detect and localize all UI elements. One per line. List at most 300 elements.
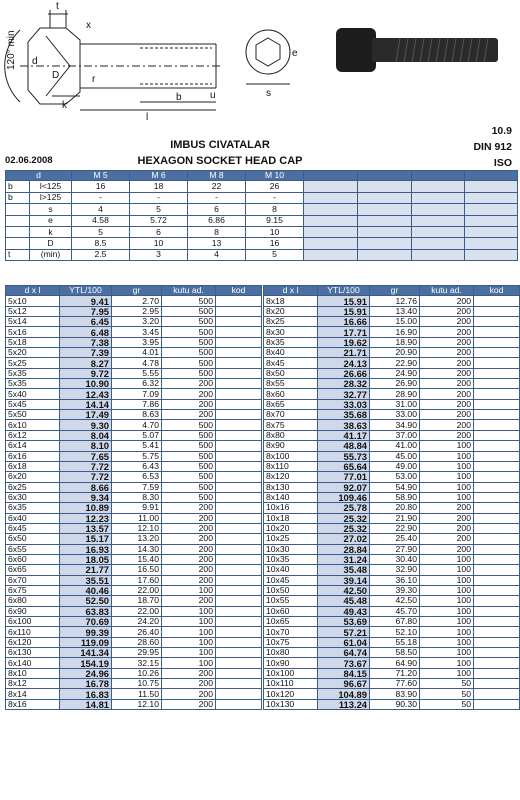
- label-k: k: [62, 100, 67, 111]
- empty-cell: [358, 249, 412, 260]
- price-cell: 24.96: [60, 668, 112, 678]
- code-cell: [216, 358, 262, 368]
- price-cell: 52.50: [60, 596, 112, 606]
- size-cell: 10x45: [264, 575, 318, 585]
- dimension-value: 22: [188, 181, 246, 192]
- price-cell: 7.38: [60, 337, 112, 347]
- price-cell: 15.17: [60, 534, 112, 544]
- price-cell: 39.14: [318, 575, 370, 585]
- size-cell: 10x70: [264, 627, 318, 637]
- size-cell: 10x18: [264, 513, 318, 523]
- size-cell: 8x12: [6, 679, 60, 689]
- price-row: [6, 565, 262, 575]
- price-cell: 12.23: [60, 513, 112, 523]
- size-cell: 8x18: [264, 296, 318, 306]
- price-row: [264, 306, 520, 316]
- box-qty-cell: 100: [420, 565, 474, 575]
- box-qty-cell: 100: [420, 575, 474, 585]
- price-row: [264, 668, 520, 678]
- price-list-right: [263, 285, 520, 710]
- dimension-value: 4: [188, 249, 246, 260]
- box-qty-cell: 200: [162, 668, 216, 678]
- box-qty-cell: 100: [420, 596, 474, 606]
- price-cell: 35.51: [60, 575, 112, 585]
- box-qty-cell: 500: [162, 430, 216, 440]
- box-qty-cell: 200: [420, 513, 474, 523]
- price-cell: 48.84: [318, 441, 370, 451]
- box-qty-cell: 100: [162, 637, 216, 647]
- empty-cell: [358, 238, 412, 249]
- box-qty-cell: 100: [420, 627, 474, 637]
- dimension-value: -: [188, 192, 246, 203]
- size-cell: 5x10: [6, 296, 60, 306]
- end-view-circle: [246, 30, 290, 74]
- price-row: [6, 679, 262, 689]
- dimension-value: 9.15: [246, 215, 304, 226]
- weight-cell: 12.10: [112, 699, 162, 709]
- price-row: [6, 337, 262, 347]
- price-row: [6, 430, 262, 440]
- box-qty-cell: 500: [162, 306, 216, 316]
- price-cell: 113.24: [318, 699, 370, 709]
- code-cell: [216, 451, 262, 461]
- code-cell: [216, 492, 262, 502]
- box-qty-cell: 50: [420, 679, 474, 689]
- size-cell: 6x16: [6, 451, 60, 461]
- size-cell: 5x16: [6, 327, 60, 337]
- weight-cell: 6.43: [112, 461, 162, 471]
- box-qty-cell: 500: [162, 317, 216, 327]
- price-row: [264, 554, 520, 564]
- box-qty-cell: 200: [162, 689, 216, 699]
- dimension-value: 5.72: [130, 215, 188, 226]
- price-row: [264, 348, 520, 358]
- price-row: [264, 699, 520, 709]
- size-cell: 6x70: [6, 575, 60, 585]
- code-cell: [474, 379, 520, 389]
- price-row: [6, 410, 262, 420]
- code-cell: [474, 410, 520, 420]
- box-qty-cell: 200: [162, 513, 216, 523]
- size-cell: 8x65: [264, 399, 318, 409]
- box-qty-cell: 200: [162, 503, 216, 513]
- price-cell: 63.83: [60, 606, 112, 616]
- code-cell: [216, 337, 262, 347]
- dimension-row: [6, 204, 518, 215]
- size-cell: 8x20: [264, 306, 318, 316]
- size-cell: 6x35: [6, 503, 60, 513]
- box-qty-cell: 200: [162, 389, 216, 399]
- size-cell: 6x45: [6, 523, 60, 533]
- weight-cell: 7.59: [112, 482, 162, 492]
- price-row: [264, 358, 520, 368]
- size-cell: 10x90: [264, 658, 318, 668]
- price-row: [264, 327, 520, 337]
- dimension-value: 8.5: [72, 238, 130, 249]
- box-qty-cell: 500: [162, 358, 216, 368]
- price-cell: 109.46: [318, 492, 370, 502]
- price-cell: 38.63: [318, 420, 370, 430]
- size-cell: 8x14: [6, 689, 60, 699]
- box-qty-cell: 200: [162, 523, 216, 533]
- code-cell: [216, 503, 262, 513]
- code-cell: [216, 679, 262, 689]
- price-row: [264, 461, 520, 471]
- price-cell: 104.89: [318, 689, 370, 699]
- size-cell: 5x40: [6, 389, 60, 399]
- price-cell: 16.66: [318, 317, 370, 327]
- weight-cell: 77.60: [370, 679, 420, 689]
- weight-cell: 2.70: [112, 296, 162, 306]
- label-s: s: [266, 88, 271, 99]
- weight-cell: 45.70: [370, 606, 420, 616]
- dimension-value: 6: [188, 204, 246, 215]
- dimension-value: 2.5: [72, 249, 130, 260]
- box-qty-cell: 100: [162, 658, 216, 668]
- price-cell: 7.72: [60, 461, 112, 471]
- weight-cell: 5.75: [112, 451, 162, 461]
- dimension-col-m6: M 6: [130, 171, 188, 181]
- size-cell: 8x35: [264, 337, 318, 347]
- weight-cell: 12.10: [112, 523, 162, 533]
- price-cell: 55.73: [318, 451, 370, 461]
- price-row: [6, 358, 262, 368]
- size-cell: 8x60: [264, 389, 318, 399]
- box-qty-cell: 500: [162, 420, 216, 430]
- weight-cell: 45.00: [370, 451, 420, 461]
- dimension-sub: k: [30, 226, 72, 237]
- size-cell: 10x30: [264, 544, 318, 554]
- weight-cell: 13.40: [370, 306, 420, 316]
- weight-cell: 34.90: [370, 420, 420, 430]
- box-qty-cell: 200: [162, 699, 216, 709]
- code-cell: [474, 368, 520, 378]
- price-cell: 9.30: [60, 420, 112, 430]
- box-qty-cell: 200: [162, 410, 216, 420]
- dimension-label: [6, 238, 30, 249]
- price-cell: 8.66: [60, 482, 112, 492]
- code-cell: [216, 627, 262, 637]
- price-row: [6, 637, 262, 647]
- dimension-row: [6, 238, 518, 249]
- box-qty-cell: 200: [420, 420, 474, 430]
- price-row: [6, 534, 262, 544]
- box-qty-cell: 500: [162, 337, 216, 347]
- dimension-value: 8: [246, 204, 304, 215]
- price-cell: 8.04: [60, 430, 112, 440]
- price-cell: 18.05: [60, 554, 112, 564]
- price-cell: 17.49: [60, 410, 112, 420]
- weight-cell: 3.45: [112, 327, 162, 337]
- dimension-sub: D: [30, 238, 72, 249]
- price-cell: 65.64: [318, 461, 370, 471]
- box-qty-cell: 100: [420, 658, 474, 668]
- price-row: [6, 627, 262, 637]
- code-cell: [216, 668, 262, 678]
- box-qty-cell: 200: [420, 389, 474, 399]
- price-row: [6, 472, 262, 482]
- dimension-row: [6, 192, 518, 203]
- code-cell: [216, 617, 262, 627]
- weight-cell: 24.90: [370, 368, 420, 378]
- empty-cell: [465, 192, 518, 203]
- empty-cell: [304, 226, 358, 237]
- dimension-value: -: [246, 192, 304, 203]
- weight-cell: 28.60: [112, 637, 162, 647]
- price-row: [264, 379, 520, 389]
- code-cell: [474, 317, 520, 327]
- weight-cell: 25.40: [370, 534, 420, 544]
- code-cell: [474, 679, 520, 689]
- weight-cell: 33.00: [370, 410, 420, 420]
- code-cell: [216, 420, 262, 430]
- price-row: [6, 306, 262, 316]
- empty-cell: [465, 181, 518, 192]
- code-cell: [216, 689, 262, 699]
- price-row: [6, 348, 262, 358]
- price-row: [6, 585, 262, 595]
- code-cell: [474, 637, 520, 647]
- weight-cell: 21.90: [370, 513, 420, 523]
- box-qty-cell: 50: [420, 699, 474, 709]
- box-qty-cell: 500: [162, 482, 216, 492]
- code-cell: [474, 627, 520, 637]
- weight-cell: 28.90: [370, 389, 420, 399]
- empty-cell: [465, 204, 518, 215]
- price-cell: 99.39: [60, 627, 112, 637]
- size-cell: 6x14: [6, 441, 60, 451]
- size-cell: 6x75: [6, 585, 60, 595]
- weight-cell: 42.50: [370, 596, 420, 606]
- weight-cell: 12.76: [370, 296, 420, 306]
- dimension-sub: e: [30, 215, 72, 226]
- dimension-label: [6, 204, 30, 215]
- size-cell: 8x100: [264, 451, 318, 461]
- din-standard: DIN 912: [473, 141, 512, 153]
- box-qty-cell: 500: [162, 296, 216, 306]
- angle-label: 120° min: [6, 30, 17, 70]
- dimension-sub: s: [30, 204, 72, 215]
- dimension-value: 18: [130, 181, 188, 192]
- price-row: [264, 420, 520, 430]
- price-cell: 6.45: [60, 317, 112, 327]
- empty-cell: [358, 215, 412, 226]
- title-english: HEXAGON SOCKET HEAD CAP: [137, 155, 303, 167]
- price-list-header-row: [6, 286, 262, 296]
- price-row: [6, 379, 262, 389]
- box-qty-cell: 200: [420, 544, 474, 554]
- weight-cell: 71.20: [370, 668, 420, 678]
- size-cell: 10x20: [264, 523, 318, 533]
- weight-cell: 83.90: [370, 689, 420, 699]
- empty-cell: [304, 238, 358, 249]
- code-cell: [474, 358, 520, 368]
- code-cell: [474, 668, 520, 678]
- empty-cell: [358, 192, 412, 203]
- size-cell: 8x70: [264, 410, 318, 420]
- price-cell: 45.48: [318, 596, 370, 606]
- box-qty-cell: 200: [420, 523, 474, 533]
- weight-cell: 5.55: [112, 368, 162, 378]
- price-cell: 6.48: [60, 327, 112, 337]
- dimension-value: 4.58: [72, 215, 130, 226]
- label-l: l: [146, 112, 149, 122]
- price-row: [6, 461, 262, 471]
- price-cell: 7.39: [60, 348, 112, 358]
- price-row: [264, 503, 520, 513]
- price-row: [264, 606, 520, 616]
- empty-cell: [412, 226, 465, 237]
- code-cell: [474, 348, 520, 358]
- price-row: [6, 596, 262, 606]
- price-row: [6, 420, 262, 430]
- dimension-label: b: [6, 192, 30, 203]
- dimension-value: 5: [130, 204, 188, 215]
- price-cell: 27.02: [318, 534, 370, 544]
- code-cell: [216, 648, 262, 658]
- price-row: [264, 596, 520, 606]
- size-cell: 8x55: [264, 379, 318, 389]
- price-row: [6, 327, 262, 337]
- size-cell: 6x140: [6, 658, 60, 668]
- size-cell: 10x55: [264, 596, 318, 606]
- box-qty-cell: 100: [162, 606, 216, 616]
- weight-cell: 11.00: [112, 513, 162, 523]
- price-cell: 25.32: [318, 523, 370, 533]
- box-qty-cell: 200: [162, 399, 216, 409]
- weight-cell: 6.53: [112, 472, 162, 482]
- price-row: [264, 648, 520, 658]
- dimension-value: 10: [246, 226, 304, 237]
- code-cell: [216, 348, 262, 358]
- weight-cell: 7.86: [112, 399, 162, 409]
- price-cell: 7.95: [60, 306, 112, 316]
- weight-cell: 58.90: [370, 492, 420, 502]
- strength-grade: 10.9: [491, 125, 512, 137]
- price-cell: 92.07: [318, 482, 370, 492]
- code-cell: [474, 699, 520, 709]
- box-qty-cell: 100: [420, 668, 474, 678]
- code-cell: [474, 534, 520, 544]
- price-row: [264, 337, 520, 347]
- label-e: e: [292, 48, 298, 59]
- weight-cell: 15.00: [370, 317, 420, 327]
- price-cell: 17.71: [318, 327, 370, 337]
- price-cell: 26.66: [318, 368, 370, 378]
- code-cell: [474, 648, 520, 658]
- weight-cell: 6.32: [112, 379, 162, 389]
- price-row: [264, 451, 520, 461]
- size-cell: 8x30: [264, 327, 318, 337]
- col-kutu: kutu ad.: [162, 286, 216, 296]
- size-cell: 6x110: [6, 627, 60, 637]
- price-row: [264, 368, 520, 378]
- weight-cell: 16.50: [112, 565, 162, 575]
- weight-cell: 22.00: [112, 606, 162, 616]
- code-cell: [474, 327, 520, 337]
- price-cell: 12.43: [60, 389, 112, 399]
- box-qty-cell: 200: [162, 544, 216, 554]
- box-qty-cell: 100: [420, 461, 474, 471]
- weight-cell: 64.90: [370, 658, 420, 668]
- size-cell: 10x130: [264, 699, 318, 709]
- size-cell: 10x110: [264, 679, 318, 689]
- dimension-value: 6.86: [188, 215, 246, 226]
- bolt-photo: [336, 28, 498, 72]
- dimension-label: [6, 226, 30, 237]
- dimension-col-m8: M 8: [188, 171, 246, 181]
- size-cell: 6x90: [6, 606, 60, 616]
- code-cell: [216, 544, 262, 554]
- box-qty-cell: 200: [420, 379, 474, 389]
- dimension-value: 10: [130, 238, 188, 249]
- price-cell: 14.81: [60, 699, 112, 709]
- empty-cell: [412, 181, 465, 192]
- code-cell: [216, 658, 262, 668]
- weight-cell: 58.50: [370, 648, 420, 658]
- title-turkish: IMBUS CIVATALAR: [170, 139, 270, 151]
- price-cell: 8.27: [60, 358, 112, 368]
- hex-socket: [256, 38, 280, 66]
- code-cell: [216, 637, 262, 647]
- size-cell: 5x45: [6, 399, 60, 409]
- price-row: [6, 658, 262, 668]
- weight-cell: 49.00: [370, 461, 420, 471]
- code-cell: [474, 689, 520, 699]
- code-cell: [474, 503, 520, 513]
- code-cell: [216, 482, 262, 492]
- price-cell: 21.77: [60, 565, 112, 575]
- size-cell: 5x12: [6, 306, 60, 316]
- code-cell: [474, 606, 520, 616]
- box-qty-cell: 200: [162, 596, 216, 606]
- weight-cell: 37.00: [370, 430, 420, 440]
- price-cell: 32.77: [318, 389, 370, 399]
- price-list-left: [5, 285, 262, 710]
- weight-cell: 2.95: [112, 306, 162, 316]
- price-list-header-row: [264, 286, 520, 296]
- size-cell: 10x75: [264, 637, 318, 647]
- box-qty-cell: 200: [420, 306, 474, 316]
- code-cell: [216, 575, 262, 585]
- size-cell: 8x75: [264, 420, 318, 430]
- dimension-value: 26: [246, 181, 304, 192]
- price-cell: 14.14: [60, 399, 112, 409]
- weight-cell: 32.15: [112, 658, 162, 668]
- bolt-technical-drawing: [0, 0, 520, 122]
- code-cell: [216, 523, 262, 533]
- price-row: [264, 627, 520, 637]
- code-cell: [474, 461, 520, 471]
- price-cell: 53.69: [318, 617, 370, 627]
- code-cell: [474, 554, 520, 564]
- empty-cell: [465, 238, 518, 249]
- empty-cell: [412, 215, 465, 226]
- price-row: [264, 565, 520, 575]
- price-row: [6, 441, 262, 451]
- price-cell: 25.32: [318, 513, 370, 523]
- empty-cell: [412, 238, 465, 249]
- price-row: [6, 648, 262, 658]
- price-row: [264, 296, 520, 306]
- weight-cell: 31.00: [370, 399, 420, 409]
- box-qty-cell: 100: [420, 617, 474, 627]
- price-row: [6, 399, 262, 409]
- dimension-row: [6, 226, 518, 237]
- price-cell: 33.03: [318, 399, 370, 409]
- code-cell: [474, 451, 520, 461]
- size-cell: 6x50: [6, 534, 60, 544]
